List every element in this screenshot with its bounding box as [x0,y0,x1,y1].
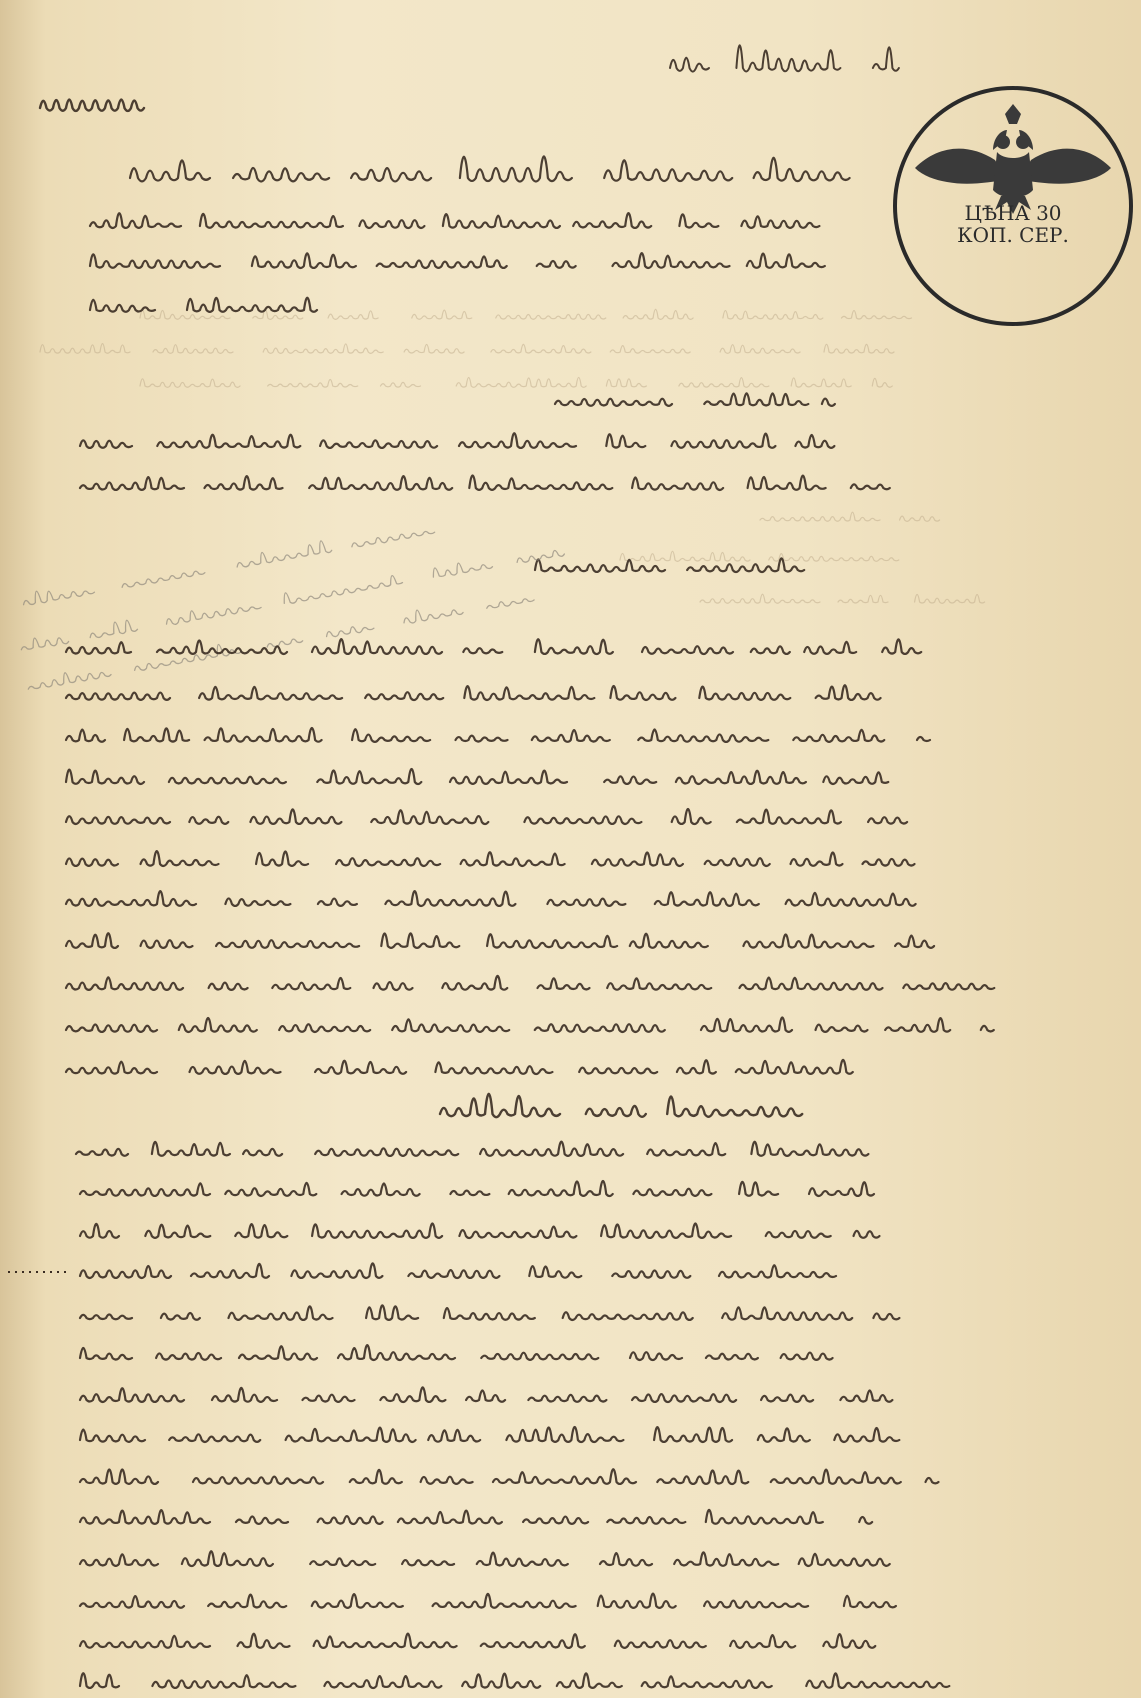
handwritten-line [90,213,819,228]
handwritten-line [80,433,834,448]
stamp-currency-line: КОП. СЕР. [957,223,1069,247]
handwritten-line [80,1634,875,1648]
handwritten-line [80,1673,967,1688]
handwritten-line [90,298,317,312]
handwritten-line [66,1018,994,1033]
handwritten-line [40,100,144,111]
handwritten-line [80,1387,892,1402]
handwritten-line [66,769,888,784]
handwritten-line [40,344,894,354]
handwritten-line [76,1142,868,1156]
handwritten-line [80,1263,836,1278]
handwritten-line [66,891,916,906]
handwritten-line [22,521,435,606]
handwritten-line [80,1551,890,1566]
handwritten-line [66,685,881,700]
stamp-price-line: ЦѢНА 30 [964,201,1062,225]
handwritten-line [90,253,825,268]
handwritten-line [700,594,985,603]
handwritten-line [80,1594,896,1608]
handwritten-line [26,589,534,691]
handwritten-line [80,475,890,490]
handwritten-line [80,1181,874,1196]
handwritten-line [140,309,912,319]
handwritten-line [80,1427,899,1442]
handwritten-line [66,809,907,824]
handwritten-line [66,728,930,742]
handwritten-line [670,45,899,71]
handwritten-line [140,377,892,387]
handwritten-line [620,551,899,561]
handwritten-line [66,639,921,654]
handwritten-line [80,1469,939,1484]
handwritten-line [80,1223,880,1238]
handwritten-line [80,1345,833,1360]
pencil-note [12,500,572,691]
handwritten-line [80,1305,899,1320]
handwritten-line [555,393,835,406]
handwritten-line [66,851,915,866]
handwritten-line [130,156,850,181]
revenue-stamp [893,86,1133,326]
handwritten-line [440,1094,802,1117]
handwritten-line [80,1510,872,1524]
handwritten-line [760,512,940,521]
handwritten-line [66,976,994,990]
handwritten-line [66,1060,853,1074]
handwritten-line [19,543,564,651]
handwritten-line [66,933,934,948]
